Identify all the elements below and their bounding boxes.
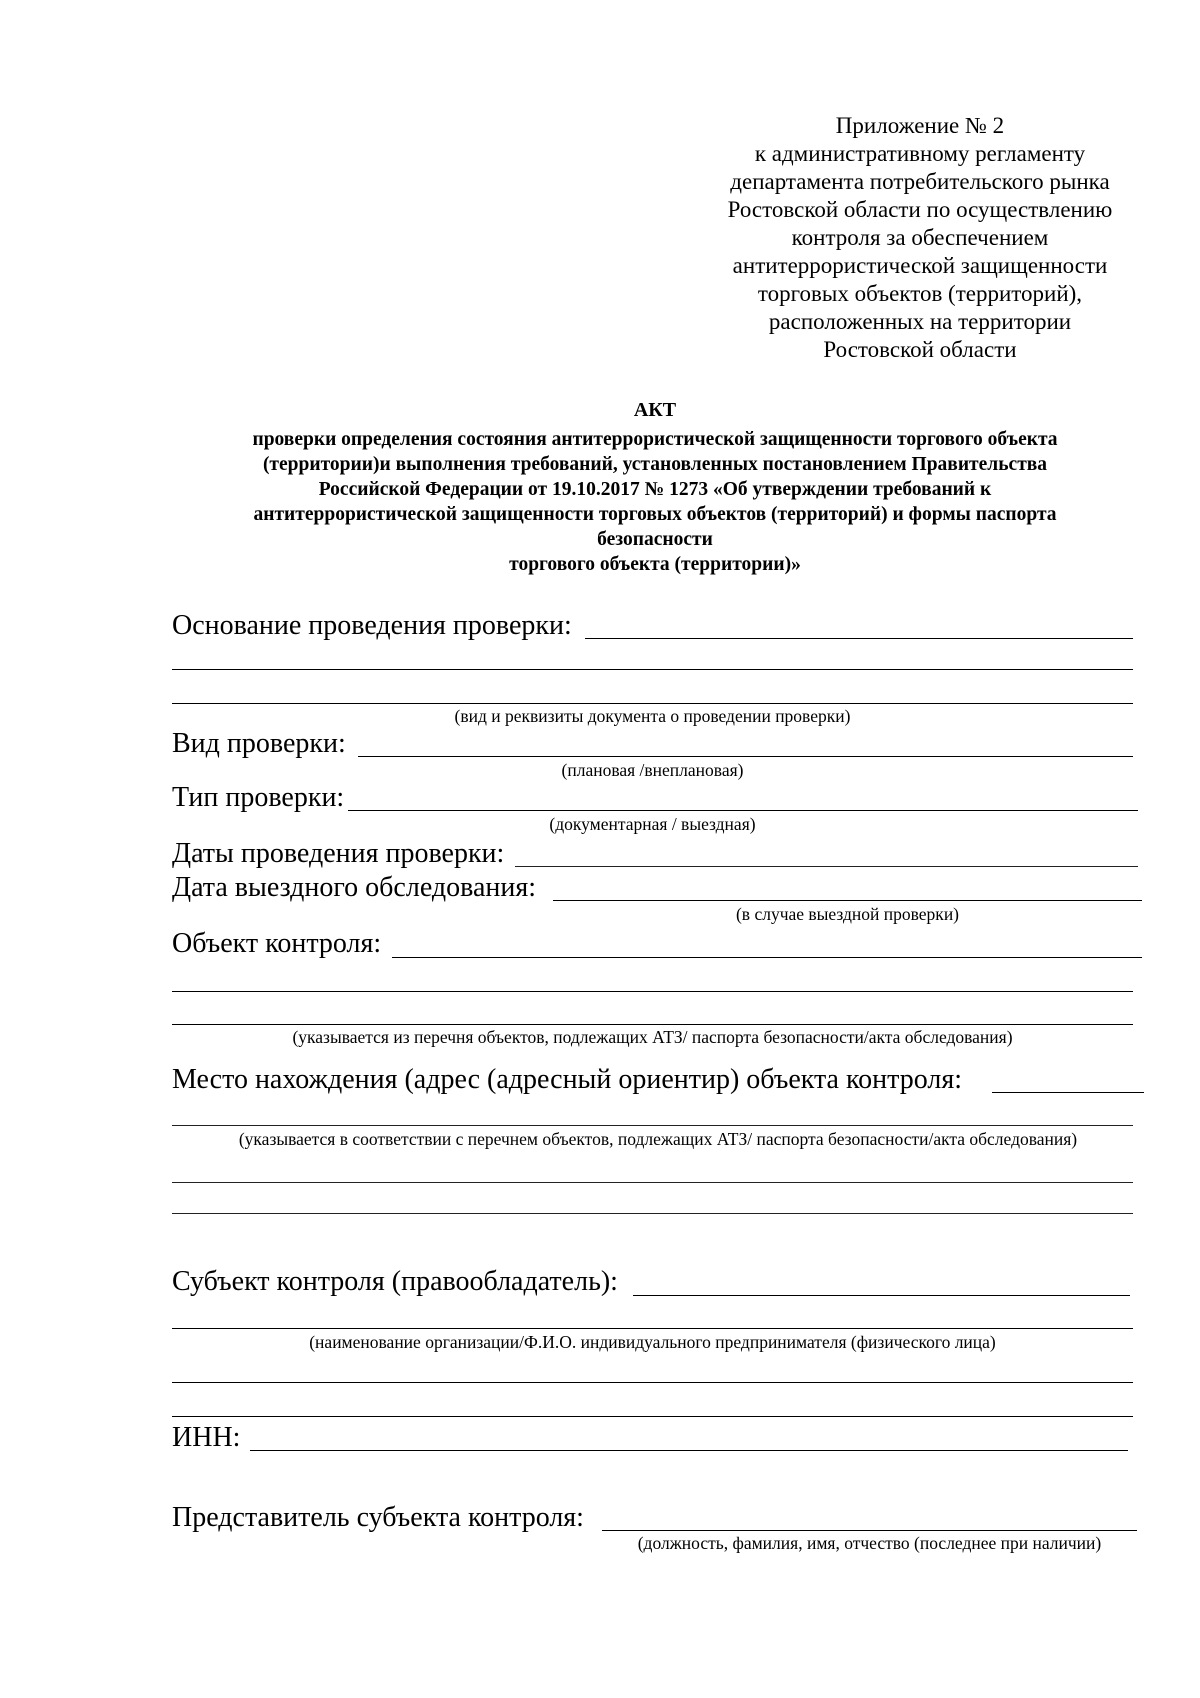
subject-input-line-3[interactable] xyxy=(172,1382,1133,1383)
title-line: торгового объекта (территории)» xyxy=(509,554,801,575)
kind-label: Вид проверки: xyxy=(172,728,346,759)
object-input-line-3[interactable] xyxy=(172,1024,1133,1025)
subject-label: Субъект контроля (правообладатель): xyxy=(172,1266,618,1297)
appendix-line: торговых объектов (территорий), xyxy=(757,281,1083,306)
subject-input-line[interactable] xyxy=(633,1295,1130,1296)
location-input-line-3[interactable] xyxy=(172,1182,1133,1183)
type-input-line[interactable] xyxy=(348,810,1138,811)
basis-input-line-3[interactable] xyxy=(172,703,1133,704)
basis-label: Основание проведения проверки: xyxy=(172,610,572,641)
dates-label: Даты проведения проверки: xyxy=(172,838,505,869)
title-line: (территории)и выполнения требований, установленных постановлением Правительства xyxy=(262,454,1048,475)
inn-input-line[interactable] xyxy=(250,1450,1128,1451)
basis-input-line-2[interactable] xyxy=(172,669,1133,670)
appendix-line: к административному регламенту xyxy=(754,141,1086,166)
appendix-line: Ростовской области xyxy=(823,337,1017,362)
representative-input-line[interactable] xyxy=(602,1530,1137,1531)
kind-hint: (плановая /внеплановая) xyxy=(561,760,744,780)
basis-input-line[interactable] xyxy=(585,638,1133,639)
document-title xyxy=(160,398,1150,577)
appendix-line: Приложение № 2 xyxy=(835,113,1005,138)
title-line: антитеррористической защищенности торговых объектов (территорий) и формы паспорта xyxy=(253,504,1057,525)
inn-label: ИНН: xyxy=(172,1422,241,1453)
type-label: Тип проверки: xyxy=(172,782,345,813)
appendix-line: департамента потребительского рынка xyxy=(730,169,1110,194)
dates-input-line[interactable] xyxy=(515,866,1138,867)
title-heading: АКТ xyxy=(633,399,677,421)
type-hint: (документарная / выездная) xyxy=(549,814,756,834)
object-label: Объект контроля: xyxy=(172,928,382,959)
appendix-line: расположенных на территории xyxy=(768,309,1072,334)
field-date-input-line[interactable] xyxy=(553,900,1142,901)
location-input-line[interactable] xyxy=(992,1092,1144,1093)
basis-hint: (вид и реквизиты документа о проведении проверки) xyxy=(454,706,851,726)
appendix-line: Ростовской области по осуществлению xyxy=(727,197,1113,222)
field-date-label: Дата выездного обследования: xyxy=(172,872,537,903)
location-input-line-4[interactable] xyxy=(172,1213,1133,1214)
object-hint: (указывается из перечня объектов, подлежащих АТЗ/ паспорта безопасности/акта обследования) xyxy=(292,1027,1013,1047)
kind-input-line[interactable] xyxy=(358,756,1133,757)
object-input-line[interactable] xyxy=(392,957,1142,958)
subject-hint: (наименование организации/Ф.И.О. индивидуального предпринимателя (физического лица) xyxy=(309,1332,996,1352)
appendix-line: контроля за обеспечением xyxy=(791,225,1049,250)
representative-label: Представитель субъекта контроля: xyxy=(172,1502,584,1533)
field-date-hint: (в случае выездной проверки) xyxy=(735,904,960,924)
title-line: безопасности xyxy=(597,529,713,550)
appendix-header xyxy=(720,112,1120,364)
representative-hint: (должность, фамилия, имя, отчество (последнее при наличии) xyxy=(637,1533,1102,1553)
subject-input-line-2[interactable] xyxy=(172,1328,1133,1329)
location-label: Место нахождения (адрес (адресный ориентир) объекта контроля: xyxy=(172,1064,962,1095)
subject-input-line-4[interactable] xyxy=(172,1416,1133,1417)
location-hint: (указывается в соответствии с перечнем объектов, подлежащих АТЗ/ паспорта безопасности/акта обследования) xyxy=(238,1129,1078,1149)
title-line: Российской Федерации от 19.10.2017 № 1273 «Об утверждении требований к xyxy=(318,479,992,500)
appendix-line: антитеррористической защищенности xyxy=(732,253,1108,278)
location-input-line-2[interactable] xyxy=(172,1125,1133,1126)
title-line: проверки определения состояния антитеррористической защищенности торгового объекта xyxy=(252,429,1058,450)
object-input-line-2[interactable] xyxy=(172,991,1133,992)
